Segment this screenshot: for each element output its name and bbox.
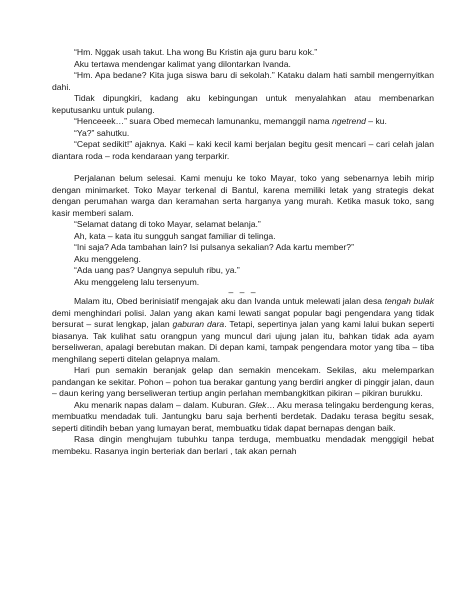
paragraph-8: Perjalanan belum selesai. Kami menuju ke toko Mayar, toko yang sebenarnya lebih mirip dengan minimarket. Toko Mayar terkenal di Bantul, karena memiliki letak yang strategis dekat dengan perumahan warga dan keramahan serta harganya yang murah. Ketika masuk toko, sang kasir memberi salam. xyxy=(52,173,434,218)
paragraph-9: “Selamat datang di toko Mayar, selamat belanja.” xyxy=(74,219,261,229)
paragraph-2: Aku tertawa mendengar kalimat yang dilontarkan Ivanda. xyxy=(74,58,291,69)
section-separator: – – – xyxy=(228,287,258,297)
paragraph-1: “Hm. Nggak usah takut. Lha wong Bu Kristin aja guru baru kok.” xyxy=(74,47,318,57)
text-span: “Henceeek…” suara Obed memecah lamunanku, memanggil nama xyxy=(74,116,332,126)
paragraph-14: Aku menggeleng lalu tersenyum. xyxy=(74,276,200,287)
paragraph-18: Rasa dingin menghujam tubuhku tanpa terduga, membuatku mendadak menggigil hebat membeku. Rasanya ingin berteriak dan berlari , tak akan pernah xyxy=(52,434,434,456)
italic-span: ngetrend xyxy=(331,116,366,126)
paragraph-7: “Cepat sedikit!” ajaknya. Kaki – kaki kecil kami berjalan begitu gesit mencari – cari celah jalan diantara roda – roda kendaraan yang terparkir. xyxy=(52,139,434,161)
paragraph-6: “Ya?” sahutku. xyxy=(74,127,130,138)
paragraph-10: Ah, kata – kata itu sungguh sangat familiar di telinga. xyxy=(74,230,276,241)
paragraph-16: Hari pun semakin beranjak gelap dan semakin mencekam. Sekilas, aku melemparkan pandangan ke sekitar. Pohon – pohon tua berakar gantung yang berdiri angker di pinggir jalan, daun – daun kering yang berseliweran tertiup angin perlahan membangkitkan pikiran – pikiran burukku. xyxy=(52,365,434,398)
paragraph-4: Tidak dipungkiri, kadang aku kebingungan untuk menyalahkan atau membenarkan keputusanku untuk pulang. xyxy=(52,93,434,115)
text-span: – ku. xyxy=(365,116,387,126)
paragraph-12: Aku menggeleng. xyxy=(74,253,141,264)
paragraph-13: “Ada uang pas? Uangnya sepuluh ribu, ya.” xyxy=(74,265,240,275)
paragraph-5 xyxy=(52,116,434,128)
paragraph-11: “Ini saja? Ada tambahan lain? Isi pulsanya sekalian? Ada kartu member?” xyxy=(74,242,354,252)
italic-span: gaburan dara xyxy=(172,319,225,329)
italic-span: Glek xyxy=(248,399,267,410)
text-span: … Aku merasa telingaku berdengung keras, membuatku mendadak tuli. Jantungku baru saja berhenti berdetak. Dadaku terasa begitu sesak, seperti ditindih beban yang lumayan berat, membuatku tidak dapat bernapas dengan baik. xyxy=(52,399,435,433)
paragraph-3: “Hm. Apa bedane? Kita juga siswa baru di sekolah.” Kataku dalam hati sambil mengernyitkan dahi. xyxy=(52,70,434,92)
text-span: Aku menarik napas dalam – dalam. Kuburan. xyxy=(74,399,249,410)
text-span: Malam itu, Obed berinisiatif mengajak aku dan Ivanda untuk melewati jalan desa xyxy=(74,296,385,306)
italic-span: tengah bulak xyxy=(384,296,434,306)
text-span: . Tetapi, sepertinya jalan yang kami lalui bukan seperti biasanya. Tak kulihat satu orangpun yang muncul dari ujung jalan itu, bahkan tidak ada ayam berseliweran, apalagi berebutan makan. Di depan kami, tampak pengendara motor yang tiba – tiba menghilang seperti ditelan gelapnya malam. xyxy=(52,319,434,364)
text-span: demi menghindari polisi. Jalan yang akan kami lewati sangat popular bagi pengendara yang tidak bersurat – surat lengkap, jalan xyxy=(52,307,434,329)
paragraph-15 xyxy=(52,296,434,365)
paragraph-17 xyxy=(52,400,434,435)
